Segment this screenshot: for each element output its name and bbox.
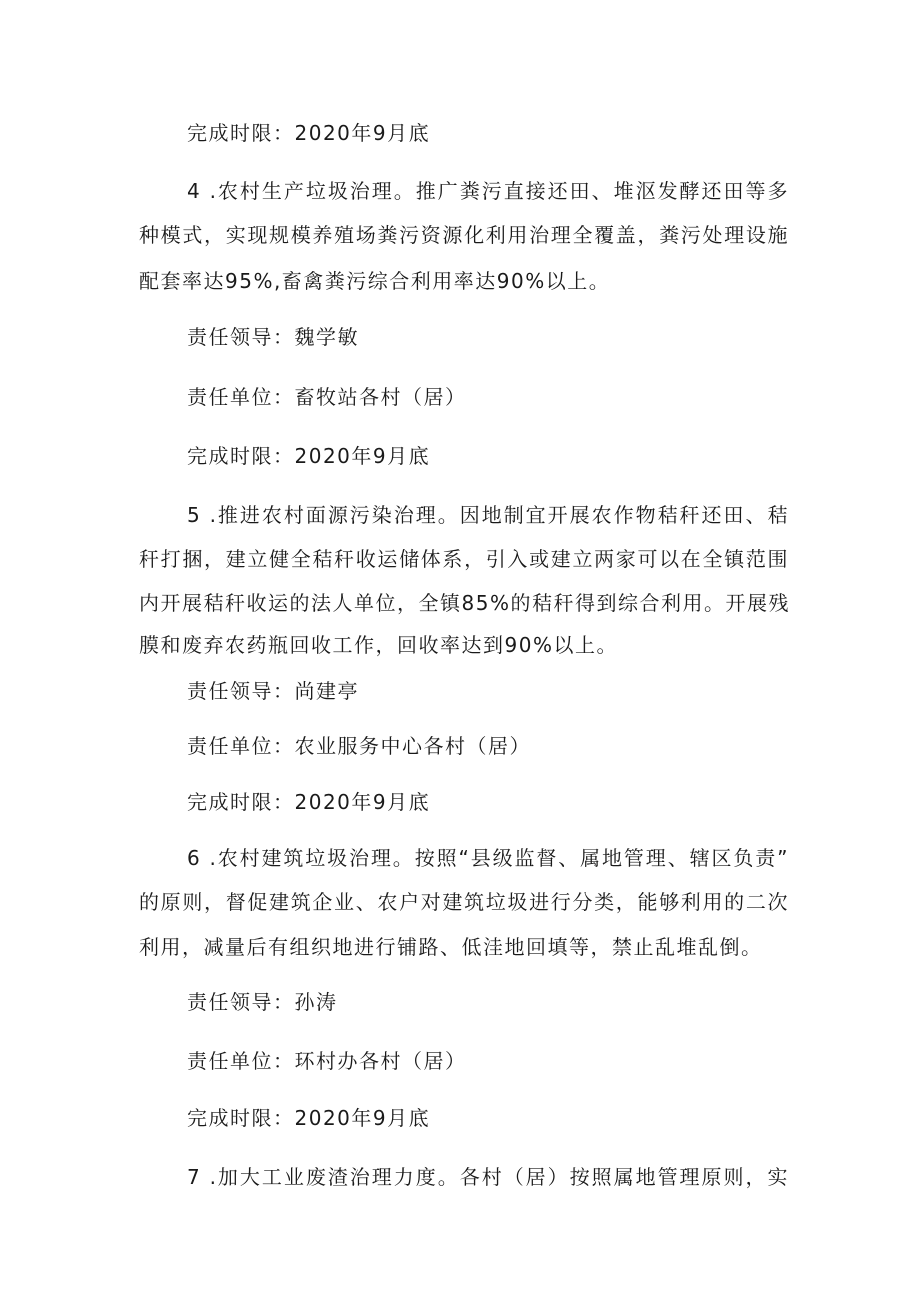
paragraph-6-line-2: 的原则，督促建筑企业、农户对建筑垃圾进行分类，能够利用的二次	[139, 890, 789, 914]
responsible-unit: 责任单位：农业服务中心各村（居）	[187, 734, 531, 758]
paragraph-4-line-2: 种模式，实现规模养殖场粪污资源化利用治理全覆盖，粪污处理设施	[139, 223, 789, 247]
paragraph-5-line-4: 膜和废弃农药瓶回收工作，回收率达到90%以上。	[139, 633, 618, 657]
completion-deadline: 完成时限：2020年9月底	[187, 790, 431, 814]
paragraph-5-line-2: 秆打捆，建立健全秸秆收运储体系，引入或建立两家可以在全镇范围	[139, 547, 789, 571]
paragraph-5-line-3: 内开展秸秆收运的法人单位，全镇85%的秸秆得到综合利用。开展残	[139, 591, 790, 615]
paragraph-6-line-1: 6 .农村建筑垃圾治理。按照“县级监督、属地管理、辖区负责”	[187, 846, 789, 870]
paragraph-4-line-3: 配套率达95%,畜禽粪污综合利用率达90%以上。	[139, 269, 611, 293]
paragraph-6-line-3: 利用，减量后有组织地进行铺路、低洼地回填等，禁止乱堆乱倒。	[139, 935, 763, 959]
responsible-leader: 责任领导：孙涛	[187, 990, 338, 1014]
responsible-leader: 责任领导：魏学敏	[187, 325, 359, 349]
paragraph-4-line-1: 4 .农村生产垃圾治理。推广粪污直接还田、堆沤发酵还田等多	[187, 179, 789, 203]
completion-deadline: 完成时限：2020年9月底	[187, 444, 431, 468]
paragraph-5-line-1: 5 .推进农村面源污染治理。因地制宜开展农作物秸秆还田、秸	[187, 503, 789, 527]
responsible-unit: 责任单位：环村办各村（居）	[187, 1049, 467, 1073]
responsible-unit: 责任单位：畜牧站各村（居）	[187, 385, 467, 409]
completion-deadline: 完成时限：2020年9月底	[187, 1106, 431, 1130]
completion-deadline: 完成时限：2020年9月底	[187, 121, 431, 145]
responsible-leader: 责任领导：尚建亭	[187, 679, 359, 703]
paragraph-7-line-1: 7 .加大工业废渣治理力度。各村（居）按照属地管理原则，实	[187, 1165, 789, 1189]
